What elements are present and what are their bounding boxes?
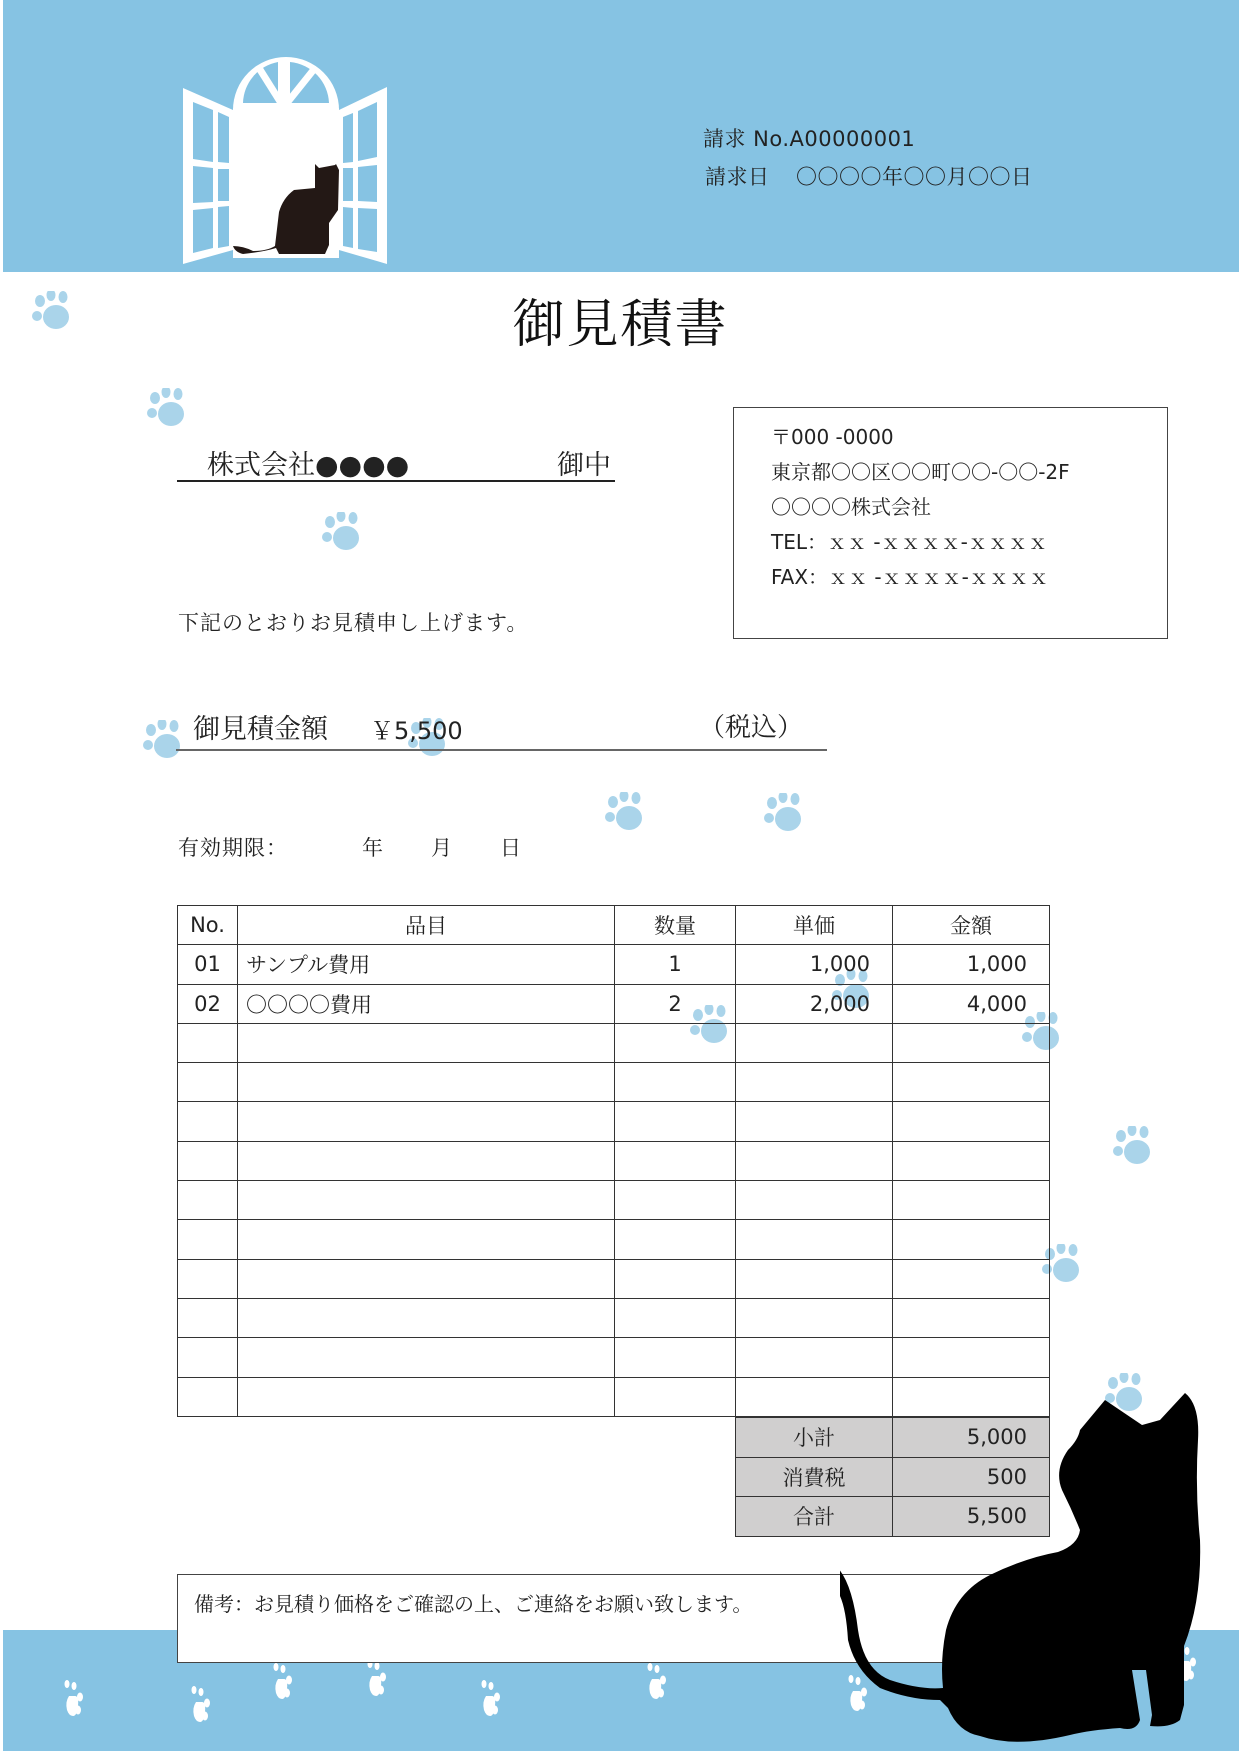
cell-amount[interactable] bbox=[893, 1298, 1050, 1337]
cell-amount[interactable]: 1,000 bbox=[893, 945, 1050, 984]
total-label: 合計 bbox=[736, 1497, 893, 1537]
cell-amount[interactable] bbox=[893, 1102, 1050, 1141]
validity-year: 年 bbox=[362, 836, 384, 860]
cell-item[interactable] bbox=[238, 1181, 615, 1220]
cell-qty[interactable] bbox=[615, 1220, 736, 1259]
cell-no[interactable] bbox=[178, 1220, 238, 1259]
subtotal-value[interactable]: 5,000 bbox=[893, 1418, 1050, 1458]
table-row bbox=[178, 1181, 1050, 1220]
paw-print-icon bbox=[143, 720, 187, 760]
estimate-underline bbox=[176, 749, 827, 751]
cell-no[interactable] bbox=[178, 1377, 238, 1416]
cell-qty[interactable] bbox=[615, 1141, 736, 1180]
sender-address: 東京都〇〇区〇〇町〇〇-〇〇-2F bbox=[771, 460, 1070, 484]
validity-month: 月 bbox=[431, 836, 453, 860]
recipient-name: 株式会社●●●● bbox=[207, 450, 410, 481]
cell-item[interactable] bbox=[238, 1298, 615, 1337]
col-header-unit-price: 単価 bbox=[736, 906, 893, 945]
sender-address-box bbox=[733, 407, 1168, 639]
subtotal-label: 小計 bbox=[736, 1418, 893, 1458]
cell-no[interactable] bbox=[178, 1141, 238, 1180]
cat-silhouette-illustration bbox=[840, 1370, 1241, 1755]
cell-amount[interactable]: 4,000 bbox=[893, 984, 1050, 1023]
cell-no[interactable] bbox=[178, 1259, 238, 1298]
cell-no[interactable]: 01 bbox=[178, 945, 238, 984]
invoice-date-label: 請求日 bbox=[705, 165, 770, 189]
cell-item[interactable] bbox=[238, 1377, 615, 1416]
cell-no[interactable] bbox=[178, 1023, 238, 1062]
cell-item[interactable]: サンプル費用 bbox=[238, 945, 615, 984]
sender-fax: FAX：ｘｘ -ｘｘｘｘ-ｘｘｘｘ bbox=[771, 565, 1049, 589]
cell-item[interactable] bbox=[238, 1220, 615, 1259]
estimate-amount-value: ￥5,500 bbox=[370, 717, 463, 745]
paw-print-icon bbox=[63, 1680, 85, 1722]
sender-tel: TEL：ｘｘ -ｘｘｘｘ-ｘｘｘｘ bbox=[771, 530, 1048, 554]
cell-item[interactable] bbox=[238, 1023, 615, 1062]
cell-unit-price[interactable] bbox=[736, 1298, 893, 1337]
cell-qty[interactable]: 1 bbox=[615, 945, 736, 984]
cell-qty[interactable] bbox=[615, 1377, 736, 1416]
table-row bbox=[178, 1063, 1050, 1102]
table-row bbox=[178, 1298, 1050, 1337]
recipient-underline bbox=[177, 480, 615, 482]
cell-unit-price[interactable] bbox=[736, 1259, 893, 1298]
items-table bbox=[177, 905, 1050, 1417]
cell-item[interactable] bbox=[238, 1141, 615, 1180]
table-row bbox=[178, 1141, 1050, 1180]
cell-amount[interactable] bbox=[893, 1141, 1050, 1180]
paw-print-icon bbox=[605, 792, 649, 832]
cell-item[interactable]: 〇〇〇〇費用 bbox=[238, 984, 615, 1023]
invoice-date-value: 〇〇〇〇年〇〇月〇〇日 bbox=[796, 165, 1033, 189]
cell-unit-price[interactable] bbox=[736, 1023, 893, 1062]
paw-print-icon bbox=[190, 1686, 212, 1728]
paw-print-icon bbox=[764, 793, 808, 833]
paw-print-icon bbox=[32, 291, 76, 331]
invoice-number: 請求 No.A00000001 bbox=[703, 127, 916, 151]
cell-unit-price[interactable] bbox=[736, 1141, 893, 1180]
table-row bbox=[178, 984, 1050, 1023]
cell-item[interactable] bbox=[238, 1259, 615, 1298]
paw-print-icon bbox=[480, 1680, 502, 1722]
cell-qty[interactable] bbox=[615, 1063, 736, 1102]
sender-company: 〇〇〇〇株式会社 bbox=[771, 495, 931, 519]
cell-no[interactable] bbox=[178, 1102, 238, 1141]
tax-label: 消費税 bbox=[736, 1457, 893, 1497]
cell-qty[interactable] bbox=[615, 1023, 736, 1062]
cell-qty[interactable] bbox=[615, 1259, 736, 1298]
cell-amount[interactable] bbox=[893, 1023, 1050, 1062]
cell-qty[interactable] bbox=[615, 1102, 736, 1141]
cell-qty[interactable]: 2 bbox=[615, 984, 736, 1023]
col-header-no: No. bbox=[178, 906, 238, 945]
cell-unit-price[interactable] bbox=[736, 1220, 893, 1259]
cell-amount[interactable] bbox=[893, 1259, 1050, 1298]
paw-print-icon bbox=[322, 512, 366, 552]
recipient-suffix: 御中 bbox=[557, 450, 611, 481]
window-cat-illustration bbox=[183, 40, 473, 270]
table-row bbox=[178, 1102, 1050, 1141]
total-value[interactable]: 5,500 bbox=[893, 1497, 1050, 1537]
page-title: 御見積書 bbox=[512, 295, 729, 355]
validity-label: 有効期限： bbox=[178, 836, 288, 860]
intro-text: 下記のとおりお見積申し上げます。 bbox=[178, 611, 529, 635]
paw-print-icon bbox=[366, 1660, 388, 1702]
cell-amount[interactable] bbox=[893, 1181, 1050, 1220]
table-row bbox=[178, 1023, 1050, 1062]
cell-unit-price[interactable]: 2,000 bbox=[736, 984, 893, 1023]
cell-qty[interactable] bbox=[615, 1181, 736, 1220]
cell-item[interactable] bbox=[238, 1102, 615, 1141]
cell-unit-price[interactable]: 1,000 bbox=[736, 945, 893, 984]
table-row bbox=[178, 945, 1050, 984]
validity-day: 日 bbox=[500, 836, 522, 860]
cell-qty[interactable] bbox=[615, 1298, 736, 1337]
cell-no[interactable] bbox=[178, 1181, 238, 1220]
estimate-tax-note: （税込） bbox=[699, 713, 804, 743]
paw-print-icon bbox=[646, 1663, 668, 1705]
cell-amount[interactable] bbox=[893, 1063, 1050, 1102]
paw-print-icon bbox=[272, 1663, 294, 1705]
table-header-row bbox=[178, 906, 1050, 945]
table-row bbox=[178, 1259, 1050, 1298]
cell-item[interactable] bbox=[238, 1063, 615, 1102]
paw-print-icon bbox=[1113, 1126, 1157, 1166]
cell-no[interactable] bbox=[178, 1063, 238, 1102]
cell-amount[interactable] bbox=[893, 1220, 1050, 1259]
col-header-item: 品目 bbox=[238, 906, 615, 945]
sender-postal: 〒000 -0000 bbox=[771, 425, 894, 449]
cell-no[interactable]: 02 bbox=[178, 984, 238, 1023]
cell-qty[interactable] bbox=[615, 1338, 736, 1377]
table-row bbox=[178, 1220, 1050, 1259]
cell-unit-price[interactable] bbox=[736, 1102, 893, 1141]
cell-unit-price[interactable] bbox=[736, 1063, 893, 1102]
cell-unit-price[interactable] bbox=[736, 1181, 893, 1220]
tax-value[interactable]: 500 bbox=[893, 1457, 1050, 1497]
paw-print-icon bbox=[147, 388, 191, 428]
cell-no[interactable] bbox=[178, 1298, 238, 1337]
estimate-amount-label: 御見積金額 bbox=[193, 714, 328, 745]
remarks-text: 備考：お見積り価格をご確認の上、ご連絡をお願い致します。 bbox=[194, 1592, 753, 1616]
cell-no[interactable] bbox=[178, 1338, 238, 1377]
cell-item[interactable] bbox=[238, 1338, 615, 1377]
col-header-amount: 金額 bbox=[893, 906, 1050, 945]
col-header-qty: 数量 bbox=[615, 906, 736, 945]
